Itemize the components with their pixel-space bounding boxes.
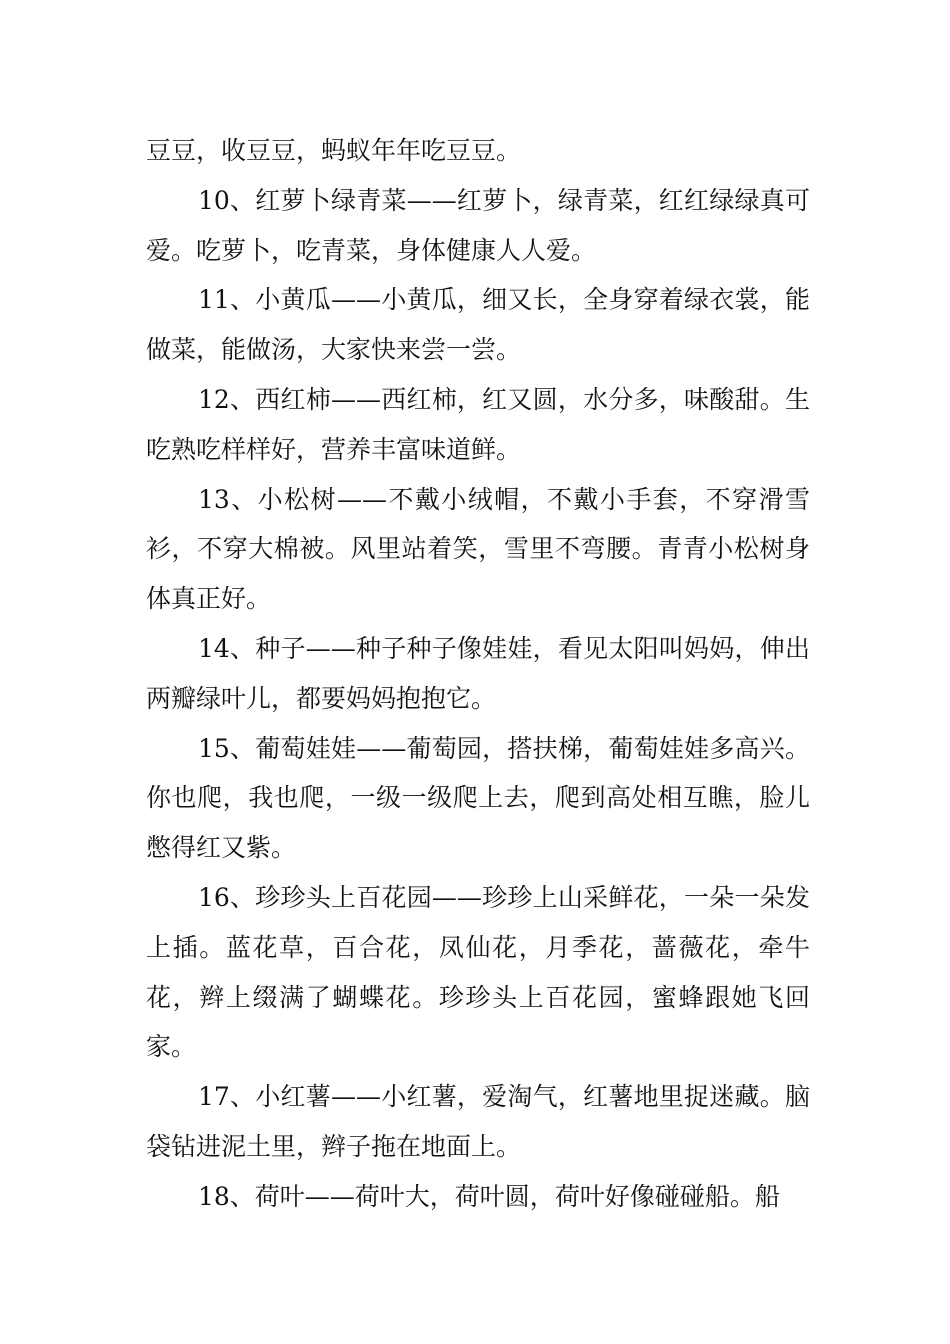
document-body (146, 126, 810, 1222)
paragraph: 15、葡萄娃娃——葡萄园，搭扶梯，葡萄娃娃多高兴。你也爬，我也爬，一级一级爬上去，爬到高处相互瞧，脸儿憋得红又紫。 (146, 733, 810, 863)
paragraph: 16、珍珍头上百花园——珍珍上山采鲜花，一朵一朵发上插。蓝花草，百合花，凤仙花，月季花，蔷薇花，牵牛花，辫上缀满了蝴蝶花。珍珍头上百花园，蜜蜂跟她飞回家。 (146, 882, 810, 1062)
paragraph: 13、小松树——不戴小绒帽，不戴小手套，不穿滑雪衫，不穿大棉被。风里站着笑，雪里不弯腰。青青小松树身体真正好。 (146, 484, 810, 614)
paragraph: 豆豆，收豆豆，蚂蚁年年吃豆豆。 (146, 136, 522, 165)
paragraph: 11、小黄瓜——小黄瓜，细又长，全身穿着绿衣裳，能做菜，能做汤，大家快来尝一尝。 (146, 285, 810, 365)
paragraph: 14、种子——种子种子像娃娃，看见太阳叫妈妈，伸出两瓣绿叶儿，都要妈妈抱抱它。 (146, 633, 810, 713)
paragraph: 10、红萝卜绿青菜——红萝卜，绿青菜，红红绿绿真可爱。吃萝卜，吃青菜，身体健康人人爱。 (146, 185, 810, 265)
paragraph: 17、小红薯——小红薯，爱淘气，红薯地里捉迷藏。脑袋钻进泥土里，辫子拖在地面上。 (146, 1082, 810, 1161)
paragraph: 12、西红柿——西红柿，红又圆，水分多，味酸甜。生吃熟吃样样好，营养丰富味道鲜。 (146, 384, 810, 464)
paragraph: 18、荷叶——荷叶大，荷叶圆，荷叶好像碰碰船。船 (198, 1181, 780, 1211)
